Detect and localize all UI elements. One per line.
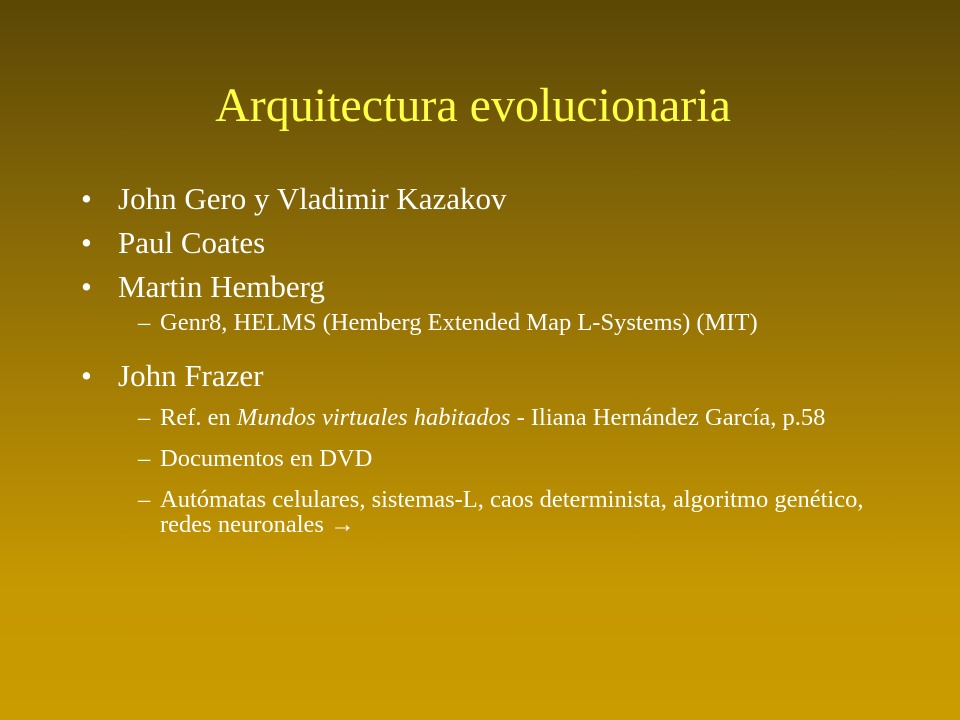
- bullet-marker: •: [81, 181, 92, 216]
- bullet-item-gero-kazakov: [80, 180, 900, 218]
- bullet-marker: •: [81, 358, 92, 393]
- sub-list-hemberg: [80, 310, 900, 335]
- dash-marker: –: [138, 486, 151, 513]
- sub-list-frazer: [80, 405, 900, 537]
- sub-item-reference: [80, 405, 900, 430]
- sub-item-text: Genr8, HELMS (Hemberg Extended Map L-Systems) (MIT): [160, 309, 758, 336]
- reference-suffix: - Iliana Hernández García, p.58: [510, 404, 826, 431]
- dash-marker: –: [138, 445, 151, 472]
- sub-item-dvd: [80, 446, 900, 471]
- bullet-text: Martin Hemberg: [118, 269, 325, 304]
- bullet-item-frazer: [80, 357, 900, 395]
- bullet-text: John Gero y Vladimir Kazakov: [118, 181, 507, 216]
- bullet-marker: •: [81, 269, 92, 304]
- bullet-item-hemberg: [80, 268, 900, 306]
- dash-marker: –: [138, 309, 151, 336]
- bullet-marker: •: [81, 225, 92, 260]
- slide-title: Arquitectura evolucionaria: [215, 79, 731, 132]
- sub-item-text: Documentos en DVD: [160, 445, 373, 472]
- bullet-text: John Frazer: [118, 358, 264, 393]
- bullet-text: Paul Coates: [118, 225, 266, 260]
- reference-book-title: Mundos virtuales habitados: [236, 404, 511, 431]
- sub-item-techniques: [80, 487, 900, 537]
- sub-item-genr8: [80, 310, 900, 335]
- reference-prefix: Ref. en: [160, 404, 237, 431]
- dash-marker: –: [138, 404, 151, 431]
- bullet-list: [80, 180, 900, 541]
- bullet-item-coates: [80, 224, 900, 262]
- sub-item-text: Autómatas celulares, sistemas-L, caos determinista, algoritmo genético, redes neuronales →: [160, 486, 864, 538]
